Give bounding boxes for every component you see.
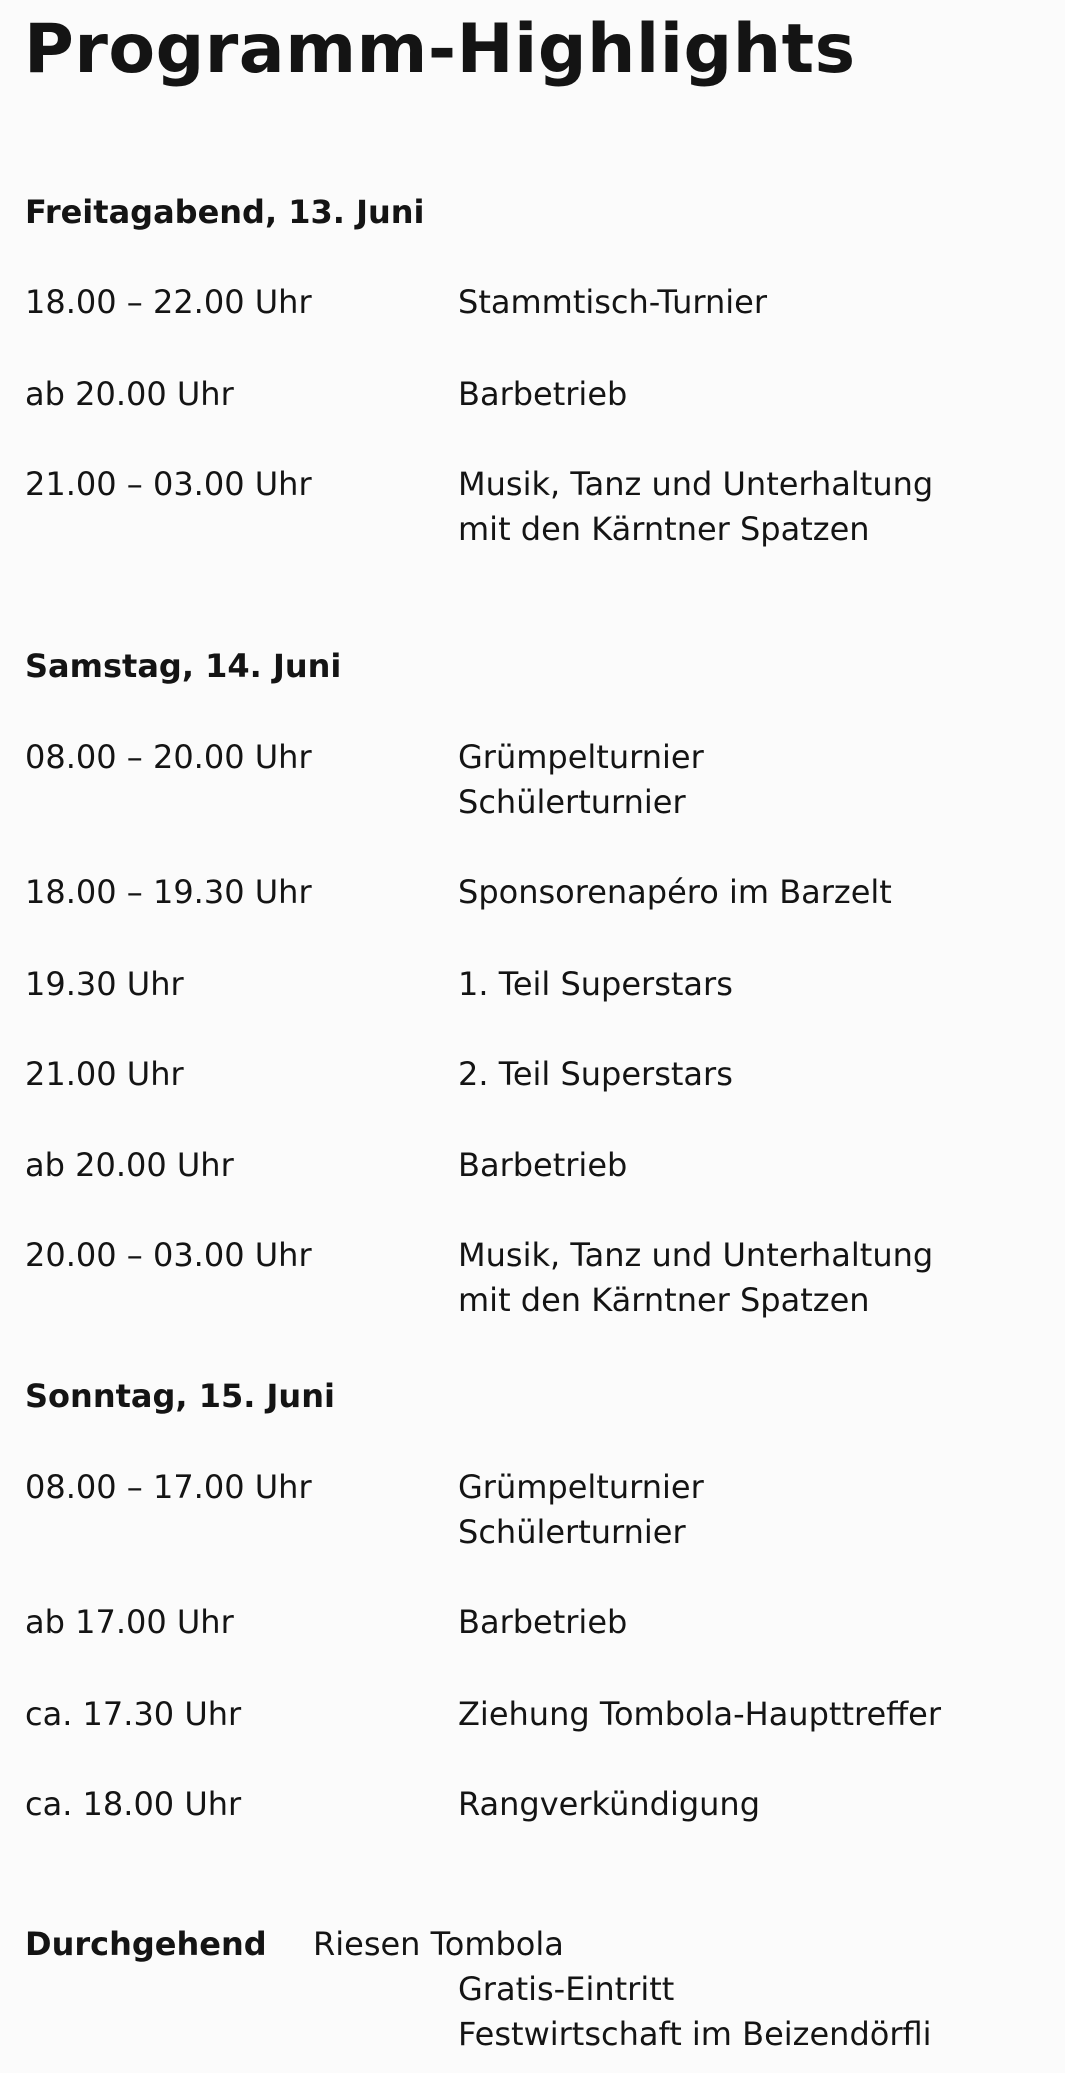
event-activities bbox=[458, 1465, 704, 1555]
event-activities bbox=[458, 1233, 933, 1323]
event-activities bbox=[458, 1052, 733, 1097]
event-time: 08.00 – 17.00 Uhr bbox=[25, 1468, 312, 1506]
event-activity: Grümpelturnier bbox=[458, 738, 704, 776]
event-activity: Stammtisch-Turnier bbox=[458, 283, 767, 321]
event-activity: Musik, Tanz und Unterhaltung bbox=[458, 465, 934, 503]
event-time: 21.00 – 03.00 Uhr bbox=[25, 465, 312, 503]
event-time: 18.00 – 22.00 Uhr bbox=[25, 283, 312, 321]
event-activities bbox=[458, 1143, 627, 1188]
continuous-items bbox=[458, 1967, 932, 2057]
day-heading-friday: Freitagabend, 13. Juni bbox=[25, 193, 425, 231]
continuous-item: Riesen Tombola bbox=[313, 1925, 564, 1963]
event-time: 19.30 Uhr bbox=[25, 965, 184, 1003]
event-activities bbox=[458, 1782, 760, 1827]
event-activity: Schülerturnier bbox=[458, 783, 686, 821]
event-activity: Musik, Tanz und Unterhaltung bbox=[458, 1236, 934, 1274]
event-time: 08.00 – 20.00 Uhr bbox=[25, 738, 312, 776]
event-activities bbox=[458, 1692, 941, 1737]
event-activity: mit den Kärntner Spatzen bbox=[458, 510, 870, 548]
event-activity: Sponsorenapéro im Barzelt bbox=[458, 873, 892, 911]
event-time: ca. 17.30 Uhr bbox=[25, 1695, 242, 1733]
event-activities bbox=[458, 962, 733, 1007]
continuous-label: Durchgehend bbox=[25, 1925, 267, 1963]
event-activities bbox=[458, 372, 627, 417]
event-activities bbox=[458, 735, 704, 825]
event-activity: 2. Teil Superstars bbox=[458, 1055, 733, 1093]
event-activity: Barbetrieb bbox=[458, 1146, 628, 1184]
event-activities bbox=[458, 280, 767, 325]
event-activity: Rangverkündigung bbox=[458, 1785, 761, 1823]
event-activity: 1. Teil Superstars bbox=[458, 965, 733, 1003]
event-activity: Schülerturnier bbox=[458, 1513, 686, 1551]
event-time: ab 20.00 Uhr bbox=[25, 375, 234, 413]
event-activity: mit den Kärntner Spatzen bbox=[458, 1281, 870, 1319]
event-activity: Barbetrieb bbox=[458, 375, 628, 413]
event-activity: Grümpelturnier bbox=[458, 1468, 704, 1506]
event-activities bbox=[458, 870, 892, 915]
day-heading-sunday: Sonntag, 15. Juni bbox=[25, 1377, 335, 1415]
event-activities bbox=[458, 1600, 627, 1645]
event-time: 20.00 – 03.00 Uhr bbox=[25, 1236, 312, 1274]
event-time: 18.00 – 19.30 Uhr bbox=[25, 873, 312, 911]
event-activity: Ziehung Tombola-Haupttreffer bbox=[458, 1695, 942, 1733]
event-activities bbox=[458, 462, 933, 552]
continuous-item: Festwirtschaft im Beizendörfli bbox=[458, 2015, 932, 2053]
event-time: ab 20.00 Uhr bbox=[25, 1146, 234, 1184]
event-time: ab 17.00 Uhr bbox=[25, 1603, 234, 1641]
day-heading-saturday: Samstag, 14. Juni bbox=[25, 647, 342, 685]
event-time: 21.00 Uhr bbox=[25, 1055, 184, 1093]
continuous-item: Gratis-Eintritt bbox=[458, 1970, 675, 2008]
event-activity: Barbetrieb bbox=[458, 1603, 628, 1641]
page-title: Programm-Highlights bbox=[24, 10, 856, 89]
event-time: ca. 18.00 Uhr bbox=[25, 1785, 242, 1823]
